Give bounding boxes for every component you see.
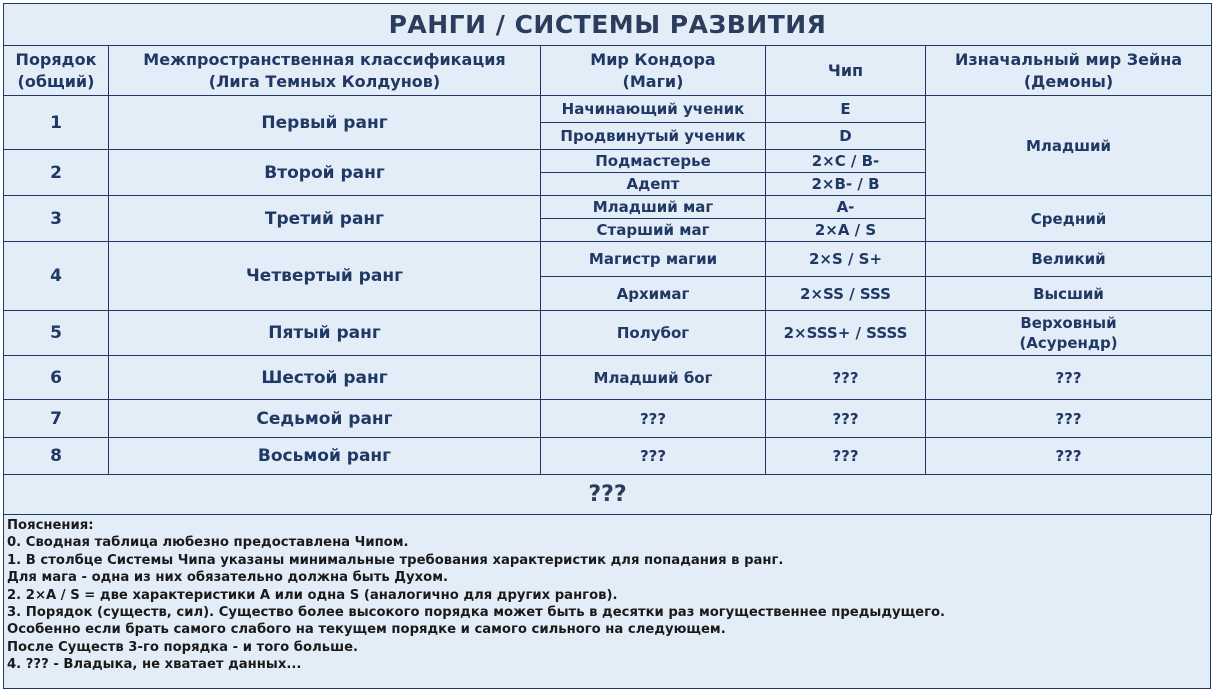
condor-rank-cell: Подмастерье [541, 150, 766, 173]
unknown-rank-row: ??? [4, 475, 1212, 515]
league-rank-cell: Третий ранг [109, 196, 541, 242]
notes-heading: Пояснения: [7, 518, 94, 533]
order-cell: 4 [4, 242, 109, 311]
order-cell: 7 [4, 400, 109, 438]
chip-req-cell: 2×SSS+ / SSSS [766, 311, 926, 356]
condor-rank-cell: Архимаг [541, 277, 766, 311]
chip-req-cell: E [766, 96, 926, 123]
note-line: 1. В столбце Системы Чипа указаны минимальные требования характеристик для попадания в ранг. [7, 552, 784, 568]
condor-rank-cell: Младший бог [541, 356, 766, 400]
zein-rank-cell: ??? [926, 356, 1212, 400]
note-line: 3. Порядок (существ, сил). Существо более высокого порядка может быть в десятки раз могущественнее предыдущего. [7, 605, 946, 621]
league-rank-cell: Второй ранг [109, 150, 541, 196]
condor-rank-cell: Старший маг [541, 219, 766, 242]
table-title: РАНГИ / СИСТЕМЫ РАЗВИТИЯ [4, 4, 1212, 46]
league-rank-cell: Первый ранг [109, 96, 541, 150]
league-rank-cell: Четвертый ранг [109, 242, 541, 311]
order-cell: 5 [4, 311, 109, 356]
note-line: 4. ??? - Владыка, не хватает данных... [7, 657, 302, 673]
header-order: Порядок (общий) [4, 46, 109, 96]
ranks-table [3, 3, 1212, 515]
header-chip: Чип [766, 46, 926, 96]
note-line: После Существ 3-го порядка - и того больше. [7, 639, 359, 655]
zein-rank-cell: Средний [926, 196, 1212, 242]
chip-req-cell: ??? [766, 438, 926, 475]
league-rank-cell: Восьмой ранг [109, 438, 541, 475]
condor-rank-cell: Магистр магии [541, 242, 766, 277]
chip-req-cell: 2×C / B- [766, 150, 926, 173]
order-cell: 2 [4, 150, 109, 196]
chip-req-cell: ??? [766, 356, 926, 400]
note-line: 0. Сводная таблица любезно предоставлена Чипом. [7, 535, 409, 551]
league-rank-cell: Шестой ранг [109, 356, 541, 400]
chip-req-cell: 2×S / S+ [766, 242, 926, 277]
chip-req-cell: ??? [766, 400, 926, 438]
league-rank-cell: Седьмой ранг [109, 400, 541, 438]
order-cell: 8 [4, 438, 109, 475]
zein-rank-cell: Младший [926, 96, 1212, 196]
league-rank-cell: Пятый ранг [109, 311, 541, 356]
condor-rank-cell: Продвинутый ученик [541, 123, 766, 150]
zein-rank-cell: ??? [926, 400, 1212, 438]
note-line: 2. 2×A / S = две характеристики A или одна S (аналогично для других рангов). [7, 587, 618, 603]
condor-rank-cell: Полубог [541, 311, 766, 356]
notes-block [7, 517, 1207, 674]
chip-req-cell: 2×A / S [766, 219, 926, 242]
order-cell: 3 [4, 196, 109, 242]
condor-rank-cell: Адепт [541, 173, 766, 196]
chip-req-cell: 2×B- / B [766, 173, 926, 196]
zein-rank-cell: Великий [926, 242, 1212, 277]
order-cell: 1 [4, 96, 109, 150]
header-zein: Изначальный мир Зейна (Демоны) [926, 46, 1212, 96]
zein-rank-cell: ??? [926, 438, 1212, 475]
header-league: Межпространственная классификация (Лига Темных Колдунов) [109, 46, 541, 96]
condor-rank-cell: Начинающий ученик [541, 96, 766, 123]
note-line: Для мага - одна из них обязательно должна быть Духом. [7, 570, 448, 586]
note-line: Особенно если брать самого слабого на текущем порядке и самого сильного на следующем. [7, 622, 726, 638]
chip-req-cell: D [766, 123, 926, 150]
condor-rank-cell: ??? [541, 400, 766, 438]
condor-rank-cell: ??? [541, 438, 766, 475]
zein-rank-cell: Верховный (Асурендр) [926, 311, 1212, 356]
header-condor: Мир Кондора (Маги) [541, 46, 766, 96]
condor-rank-cell: Младший маг [541, 196, 766, 219]
order-cell: 6 [4, 356, 109, 400]
chip-req-cell: 2×SS / SSS [766, 277, 926, 311]
chip-req-cell: A- [766, 196, 926, 219]
zein-rank-cell: Высший [926, 277, 1212, 311]
